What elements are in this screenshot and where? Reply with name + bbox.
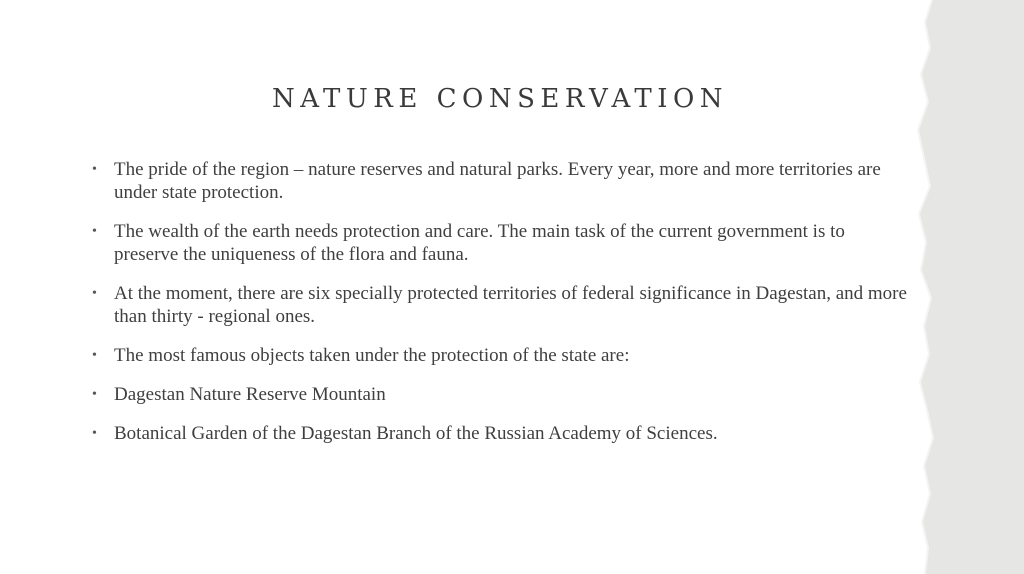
bullet-text: The pride of the region – nature reserves and natural parks. Every year, more and more territories are under state protection.: [114, 159, 881, 203]
slide-title: NATURE CONSERVATION: [271, 84, 729, 114]
bullet-text: Botanical Garden of the Dagestan Branch of the Russian Academy of Sciences.: [114, 423, 718, 444]
bullet-text: At the moment, there are six specially protected territories of federal significance in Dagestan, and more than thirty - regional ones.: [114, 283, 907, 327]
list-item: [88, 158, 908, 204]
list-item: [88, 344, 908, 367]
list-item: [88, 220, 908, 266]
list-item: [88, 383, 908, 406]
bullet-icon: •: [92, 286, 97, 301]
bullet-icon: •: [92, 162, 97, 177]
list-item: [88, 282, 908, 328]
bullet-icon: •: [92, 426, 97, 441]
bullet-text: The most famous objects taken under the protection of the state are:: [114, 345, 630, 366]
bullet-icon: •: [92, 387, 97, 402]
bullet-text: The wealth of the earth needs protection and care. The main task of the current government is to preserve the uniqueness of the flora and fauna.: [114, 221, 845, 265]
list-item: [88, 422, 908, 445]
bullet-text: Dagestan Nature Reserve Mountain: [114, 384, 386, 405]
bullet-icon: •: [92, 224, 97, 239]
bullet-icon: •: [92, 348, 97, 363]
bullet-list: [88, 158, 908, 461]
